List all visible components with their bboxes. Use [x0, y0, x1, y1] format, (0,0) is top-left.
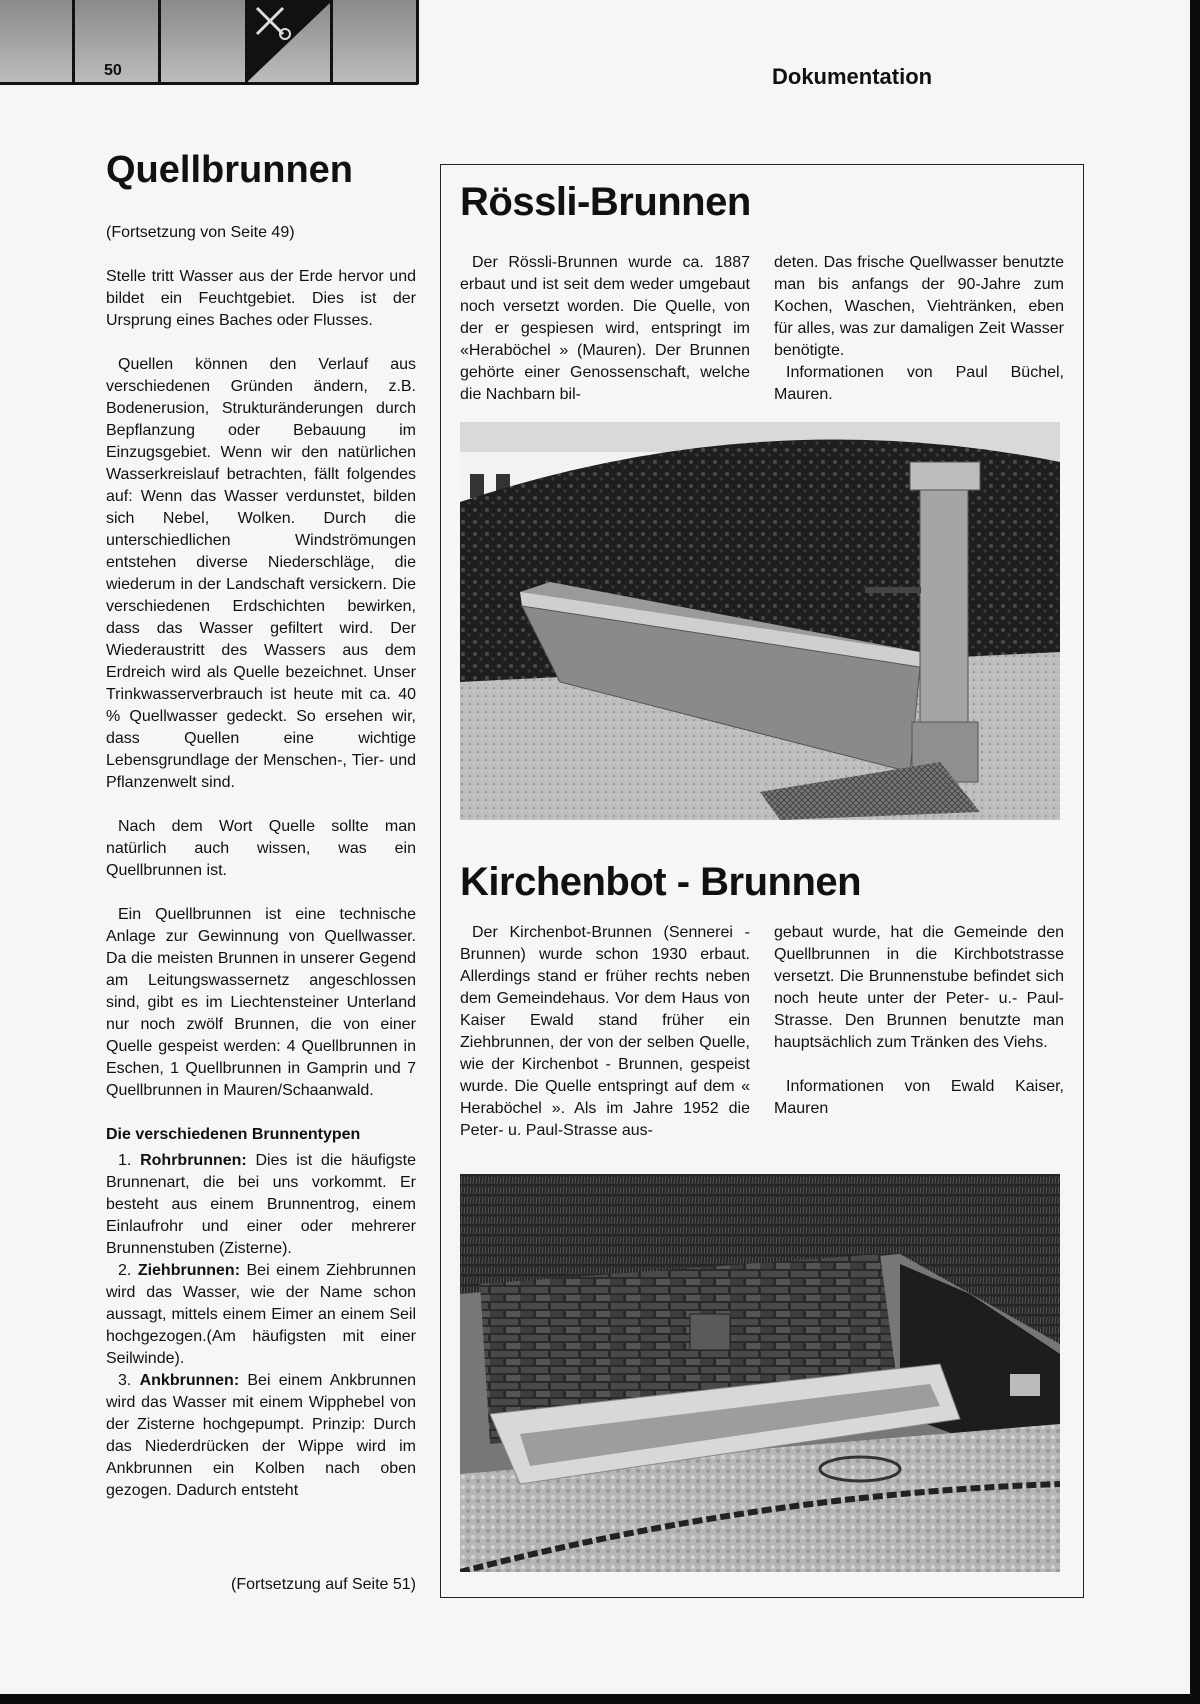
section-title: Dokumentation	[772, 64, 933, 89]
roessli-brunnen-photo	[460, 422, 1060, 820]
type-name: Ankbrunnen:	[139, 1371, 240, 1389]
paragraph: Quellen können den Verlauf aus verschiedenen Gründen ändern, z.B. Bodenerusion, Strukturänderungen durch Bepflanzung oder Bebauung im Einzugsgebiet. Wenn wir den natürlichen Wasserkreislauf betrachten, fällt folgendes auf: Wenn das Wasser verdunstet, bilden sich Nebel, Wolken. Durch die unterschiedlichen Windströmungen entstehen diverse Niederschläge, die wiederum in der Landschaft versickern. Die verschiedenen Erdschichten bewirken, dass das Wasser gefiltert wird. Der Wiederaustritt des Wassers aus dem Erdreich wird als Quelle bezeichnet. Unser Trinkwasserverbrauch ist heute mit ca. 40 % Quellwasser gedeckt. So ersehen wir, dass Quellen eine wichtige Lebensgrundlage der Menschen-, Tier- und Pflanzenwelt sind.	[106, 355, 416, 791]
kirchenbot-brunnen-photo	[460, 1174, 1060, 1572]
scan-edge-bottom	[0, 1694, 1200, 1704]
page-number: 50	[104, 62, 122, 79]
roessli-column-1	[460, 252, 750, 406]
paragraph: Nach dem Wort Quelle sollte man natürlich auch wissen, was ein Quellbrunnen ist.	[106, 817, 416, 879]
paragraph: Stelle tritt Wasser aus der Erde hervor und bildet ein Feuchtgebiet. Dies ist der Ursprung eines Baches oder Flusses.	[106, 267, 416, 329]
type-text: Dies ist die häufigste Brunnenart, die bei uns vorkommt. Er besteht aus einem Brunnentrog, einem Einlaufrohr und einer oder mehrerer Brunnenstuben (Zisterne).	[106, 1151, 417, 1257]
kirchenbot-text-columns	[460, 922, 1064, 1142]
paragraph: Der Rössli-Brunnen wurde ca. 1887 erbaut und ist seit dem weder umgebaut noch versetzt worden. Die Quelle, von der er gespiesen wird, entspringt im «Heraböchel » (Mauren). Der Brunnen gehörte einer Genossenschaft, welche die Nachbarn bil-	[460, 254, 750, 403]
kirchenbot-column-2	[774, 922, 1064, 1142]
header-band	[0, 0, 418, 84]
header-emblem	[245, 0, 333, 84]
scan-edge-right	[1190, 0, 1200, 1704]
types-heading: Die verschiedenen Brunnentypen	[106, 1125, 361, 1143]
article-title-kirchenbot: Kirchenbot - Brunnen	[460, 860, 862, 904]
header-divider	[416, 0, 419, 84]
type-item-rohrbrunnen	[106, 1150, 416, 1260]
type-name: Rohrbrunnen:	[140, 1151, 247, 1169]
info-credit: Informationen von Ewald Kaiser, Mauren	[774, 1078, 1064, 1117]
paragraph: Ein Quellbrunnen ist eine technische Anlage zur Gewinnung von Quellwasser. Da die meisten Brunnen in unserer Gegend am Leitungswassernetz angeschlossen sind, gibt es im Liechtensteiner Unterland nur noch zwölf Brunnen, die von einer Quelle gespeist werden: 4 Quellbrunnen in Eschen, 1 Quellbrunnen in Gamprin und 7 Quellbrunnen in Mauren/Schaanwald.	[106, 905, 416, 1099]
roessli-text-columns	[460, 252, 1064, 406]
paragraph: Der Kirchenbot-Brunnen (Sennerei - Brunnen) wurde schon 1930 erbaut. Allerdings stand er früher rechts neben dem Gemeindehaus. Vor dem Haus von Kaiser Ewald stand früher ein Ziehbrunnen, der von der selben Quelle, wie der Kirchenbot - Brunnen, gespeist wurde. Die Quelle entspringt auf dem « Heraböchel ». Als im Jahre 1952 die Peter- u. Paul-Strasse aus-	[460, 924, 750, 1139]
paragraph: gebaut wurde, hat die Gemeinde den Quellbrunnen in die Kirchbotstrasse versetzt. Die Brunnenstube befindet sich noch heute unter der Peter- u.- Paul-Strasse. Den Brunnen benutzte man hauptsächlich zum Tränken des Viehs.	[774, 924, 1064, 1051]
kirchenbot-column-1	[460, 922, 750, 1142]
article-title-roessli: Rössli-Brunnen	[460, 180, 751, 224]
continued-from-note: (Fortsetzung von Seite 49)	[106, 223, 295, 241]
header-rule	[0, 82, 418, 85]
type-item-ziehbrunnen	[106, 1260, 416, 1370]
type-number: 3.	[118, 1371, 132, 1389]
type-text: Bei einem Ankbrunnen wird das Wasser mit einem Wipphebel von der Zisterne hochgepumpt. Prinzip: Durch das Niederdrücken der Wippe wird im Ankbrunnen ein Kolben nach oben gezogen. Dadurch entsteht	[106, 1371, 416, 1499]
paragraph: deten. Das frische Quellwasser benutzte man bis anfangs der 90-Jahre zum Kochen, Waschen, Viehtränken, eben für alles, was zur damaligen Zeit Wasser benötigte.	[774, 254, 1064, 359]
type-item-ankbrunnen	[106, 1370, 416, 1502]
article-title-quellbrunnen: Quellbrunnen	[106, 149, 353, 191]
type-number: 1.	[118, 1151, 132, 1169]
roessli-column-2	[774, 252, 1064, 406]
continued-on-note: (Fortsetzung auf Seite 51)	[231, 1576, 416, 1593]
type-name: Ziehbrunnen:	[137, 1261, 241, 1279]
type-number: 2.	[118, 1261, 132, 1279]
header-divider	[158, 0, 161, 84]
header-divider	[72, 0, 75, 84]
type-text: Bei einem Ziehbrunnen wird das Wasser, wie der Name schon aussagt, mittels einem Eimer an einem Seil hochgezogen.(Am häufigsten mit einer Seilwinde).	[106, 1261, 416, 1367]
info-credit: Informationen von Paul Büchel, Mauren.	[774, 364, 1064, 403]
left-column	[106, 150, 416, 1502]
